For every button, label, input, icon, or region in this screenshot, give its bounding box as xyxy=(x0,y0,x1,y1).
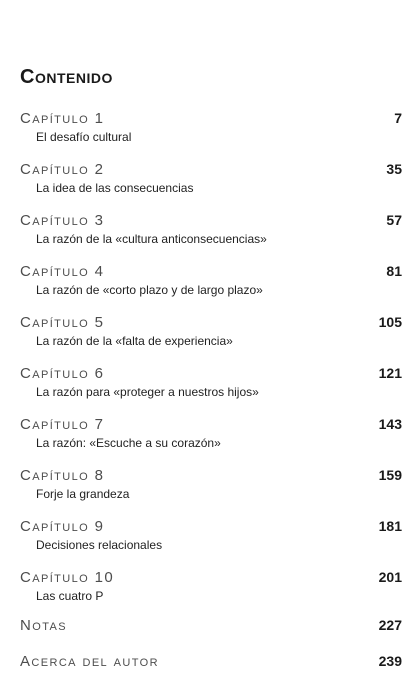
chapter-label: Capítulo 3 xyxy=(20,212,105,229)
chapter-subtitle: La razón: «Escuche a su corazón» xyxy=(36,436,221,450)
chapter-subtitle: La razón de «corto plazo y de largo plazo» xyxy=(36,283,263,297)
page-number: 239 xyxy=(378,653,402,669)
page-title: Contenido xyxy=(20,66,113,88)
chapter-subtitle: Decisiones relacionales xyxy=(36,538,163,552)
page-number: 81 xyxy=(386,263,402,279)
toc-entry-notes xyxy=(20,617,402,637)
page-number: 35 xyxy=(386,161,402,177)
page-number: 121 xyxy=(378,365,402,381)
chapter-subtitle: La razón de la «cultura anticonsecuencias» xyxy=(36,232,267,246)
toc-entry-chapter-3 xyxy=(20,212,402,246)
page-number: 7 xyxy=(394,110,402,126)
chapter-label: Capítulo 6 xyxy=(20,365,105,382)
toc-entry-chapter-1 xyxy=(20,110,402,144)
chapter-label: Capítulo 9 xyxy=(20,518,105,535)
toc-entry-chapter-5 xyxy=(20,314,402,348)
chapter-subtitle: Forje la grandeza xyxy=(36,487,130,501)
back-matter-label: Notas xyxy=(20,617,67,634)
page-number: 227 xyxy=(378,617,402,633)
chapter-subtitle: El desafío cultural xyxy=(36,130,132,144)
chapter-label: Capítulo 10 xyxy=(20,569,115,586)
toc-entry-about-author xyxy=(20,653,402,673)
chapter-label: Capítulo 1 xyxy=(20,110,105,127)
toc-entry-chapter-4 xyxy=(20,263,402,297)
toc-entry-chapter-10 xyxy=(20,569,402,603)
chapter-label: Capítulo 2 xyxy=(20,161,105,178)
toc-entry-chapter-6 xyxy=(20,365,402,399)
toc-entry-chapter-7 xyxy=(20,416,402,450)
toc-entry-chapter-8 xyxy=(20,467,402,501)
back-matter-label: Acerca del autor xyxy=(20,653,159,670)
chapter-label: Capítulo 8 xyxy=(20,467,105,484)
chapter-label: Capítulo 7 xyxy=(20,416,105,433)
page-number: 57 xyxy=(386,212,402,228)
toc-entry-chapter-9 xyxy=(20,518,402,552)
chapter-label: Capítulo 4 xyxy=(20,263,105,280)
toc-entry-chapter-2 xyxy=(20,161,402,195)
page-number: 201 xyxy=(378,569,402,585)
chapter-subtitle: Las cuatro P xyxy=(36,589,104,603)
chapter-label: Capítulo 5 xyxy=(20,314,105,331)
chapter-subtitle: La razón de la «falta de experiencia» xyxy=(36,334,233,348)
chapter-subtitle: La razón para «proteger a nuestros hijos» xyxy=(36,385,259,399)
chapter-subtitle: La idea de las consecuencias xyxy=(36,181,194,195)
page-number: 143 xyxy=(378,416,402,432)
page-number: 105 xyxy=(378,314,402,330)
page-number: 181 xyxy=(378,518,402,534)
page-number: 159 xyxy=(378,467,402,483)
